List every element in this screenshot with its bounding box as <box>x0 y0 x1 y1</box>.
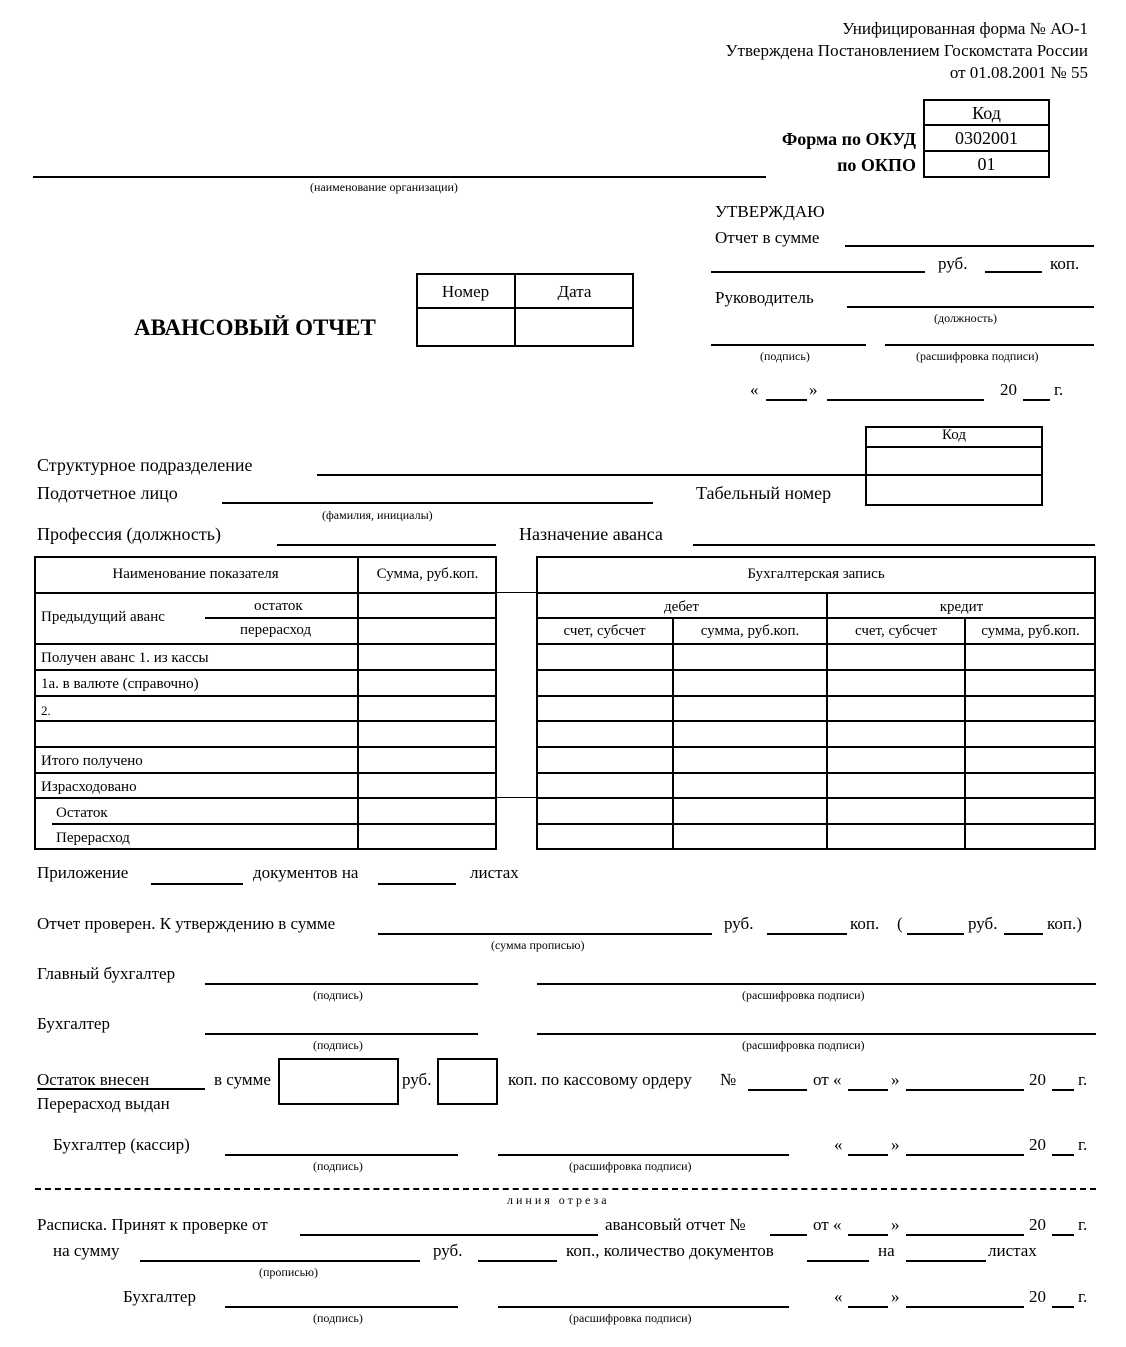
acc-cashier-label: Бухгалтер (кассир) <box>53 1135 190 1154</box>
approve-day-line[interactable] <box>766 399 807 401</box>
table-row: Перерасход <box>56 830 130 846</box>
head-label: Руководитель <box>715 288 814 307</box>
checked-kop2: коп.) <box>1047 914 1082 933</box>
sum-words-caption: (сумма прописью) <box>491 938 585 952</box>
cashier-decode-line[interactable] <box>498 1154 789 1156</box>
table-row: 2. <box>41 703 51 718</box>
chief-sign-line[interactable] <box>205 983 478 985</box>
cashier-month-line[interactable] <box>906 1154 1024 1156</box>
purpose-label: Назначение аванса <box>519 524 663 544</box>
quote-open: « <box>834 1135 843 1154</box>
checked-label: Отчет проверен. К утверждению в сумме <box>37 914 336 933</box>
sign-caption: (подпись) <box>313 1159 363 1173</box>
purpose-line[interactable] <box>693 544 1095 546</box>
receipt-on: на <box>878 1241 895 1260</box>
checked-kop2-line[interactable] <box>1004 933 1043 935</box>
table-row: Итого получено <box>41 753 143 769</box>
receipt-docs-line[interactable] <box>807 1260 869 1262</box>
checked-kop-line[interactable] <box>767 933 847 935</box>
okud-value[interactable]: 0302001 <box>955 128 1018 148</box>
decode-caption: (расшифровка подписи) <box>916 349 1039 363</box>
checked-rub: руб. <box>724 914 754 933</box>
order-g: г. <box>1078 1070 1088 1089</box>
receipt-words-caption: (прописью) <box>259 1265 319 1279</box>
report-sum-line-2[interactable] <box>711 271 925 273</box>
head-position-line[interactable] <box>847 306 1094 308</box>
checked-sum-line[interactable] <box>378 933 712 935</box>
docs-on-label: документов на <box>253 863 359 882</box>
decode-caption: (расшифровка подписи) <box>569 1159 692 1173</box>
receipt-year-line[interactable] <box>1052 1234 1074 1236</box>
tab-code-header: Код <box>942 427 966 443</box>
head-sign-line[interactable] <box>711 344 866 346</box>
debit-amount-header: сумма, руб.коп. <box>700 623 800 639</box>
sign-caption: (подпись) <box>313 1038 363 1052</box>
quote-close: » <box>809 380 818 399</box>
accountant-label: Бухгалтер <box>37 1014 110 1033</box>
receipt-sheets: листах <box>988 1241 1037 1260</box>
chief-acc-label: Главный бухгалтер <box>37 964 176 983</box>
credit-header: кредит <box>939 599 984 615</box>
prev-advance-label: Предыдущий аванс <box>41 609 165 625</box>
receipt-sheets-line[interactable] <box>906 1260 986 1262</box>
order-no-label: № <box>720 1070 737 1089</box>
decode-caption: (расшифровка подписи) <box>742 1038 865 1052</box>
kop-order-label: коп. по кассовому ордеру <box>508 1070 692 1089</box>
receipt-kop-line[interactable] <box>478 1260 557 1262</box>
rub-label: руб. <box>938 254 968 273</box>
person-caption: (фамилия, инициалы) <box>322 508 433 522</box>
position-caption: (должность) <box>934 311 997 325</box>
receipt-rub: руб. <box>433 1241 463 1260</box>
debit-header: дебет <box>664 599 699 615</box>
acc-decode-line[interactable] <box>537 1033 1096 1035</box>
appendix-label: Приложение <box>37 863 129 882</box>
checked-rub2: руб. <box>968 914 998 933</box>
cashier-sign-line[interactable] <box>225 1154 458 1156</box>
head-decode-line[interactable] <box>885 344 1094 346</box>
receipt-close-q: » <box>891 1215 900 1234</box>
approve-title: УТВЕРЖДАЮ <box>715 202 825 221</box>
debit-account-header: счет, субсчет <box>563 623 646 639</box>
acc-sign-line[interactable] <box>205 1033 478 1035</box>
form-id-line: Унифицированная форма № АО-1 <box>842 19 1088 38</box>
rest-in-label: Остаток внесен <box>37 1070 150 1089</box>
paren-open: ( <box>897 914 903 933</box>
in-sum-label: в сумме <box>214 1070 271 1089</box>
receipt-for-sum: на сумму <box>53 1241 120 1260</box>
cut-line <box>35 1188 1096 1190</box>
receipt-accepted: Расписка. Принят к проверке от <box>37 1215 268 1234</box>
receipt-decode-line[interactable] <box>498 1306 789 1308</box>
quote-close: » <box>891 1287 900 1306</box>
report-number-cell[interactable] <box>418 309 513 345</box>
receipt-month-line[interactable] <box>906 1234 1024 1236</box>
checked-rub2-line[interactable] <box>907 933 964 935</box>
quote-open: « <box>750 380 759 399</box>
cashier-year-line[interactable] <box>1052 1154 1074 1156</box>
order-year-line[interactable] <box>1052 1089 1074 1091</box>
receipt-sign-month-line[interactable] <box>906 1306 1024 1308</box>
kop-label: коп. <box>1050 254 1080 273</box>
order-no-line[interactable] <box>748 1089 807 1091</box>
receipt-accountant: Бухгалтер <box>123 1287 196 1306</box>
year-suffix: г. <box>1078 1135 1088 1154</box>
rest-rub-label: руб. <box>402 1070 432 1089</box>
col-name-header: Наименование показателя <box>112 566 279 582</box>
decode-caption: (расшифровка подписи) <box>742 988 865 1002</box>
dept-label: Структурное подразделение <box>37 455 253 475</box>
report-sum-label: Отчет в сумме <box>715 228 820 247</box>
approval-line: Утверждена Постановлением Госкомстата России <box>725 41 1088 60</box>
chief-decode-line[interactable] <box>537 983 1096 985</box>
order-close-q: » <box>891 1070 900 1089</box>
cut-line-label: линия отреза <box>507 1193 610 1207</box>
org-name-line[interactable] <box>33 176 766 178</box>
receipt-g: г. <box>1078 1215 1088 1234</box>
dept-line[interactable] <box>317 474 865 476</box>
table-row: 1а. в валюте (справочно) <box>41 676 199 692</box>
receipt-day-line[interactable] <box>848 1234 888 1236</box>
receipt-no-line[interactable] <box>770 1234 807 1236</box>
order-year: 20 <box>1029 1070 1046 1089</box>
code-header: Код <box>972 103 1001 123</box>
receipt-kop-docs: коп., количество документов <box>566 1241 774 1260</box>
sign-caption: (подпись) <box>760 349 810 363</box>
kop-line[interactable] <box>985 271 1042 273</box>
order-month-line[interactable] <box>906 1089 1024 1091</box>
receipt-sign-line[interactable] <box>225 1306 458 1308</box>
rest-kop-box[interactable] <box>437 1058 498 1105</box>
rest-rub-box[interactable] <box>278 1058 399 1105</box>
sheets-count-line[interactable] <box>378 883 456 885</box>
credit-account-header: счет, субсчет <box>855 623 937 639</box>
prev-ostatok-label: остаток <box>254 598 303 614</box>
report-date-cell[interactable] <box>516 309 632 345</box>
table-row: Израсходовано <box>41 779 137 795</box>
okpo-label: по ОКПО <box>837 155 916 175</box>
credit-amount-header: сумма, руб.коп. <box>981 623 1080 639</box>
receipt-from: от « <box>813 1215 842 1234</box>
table-row: Получен аванс 1. из кассы <box>41 650 209 666</box>
receipt-sign-year-line[interactable] <box>1052 1306 1074 1308</box>
year-suffix: г. <box>1078 1287 1088 1306</box>
quote-open: « <box>834 1287 843 1306</box>
approve-month-line[interactable] <box>827 399 984 401</box>
tab-number-label: Табельный номер <box>696 483 832 503</box>
date-header: Дата <box>557 282 592 301</box>
year-label: 20 <box>1000 380 1017 399</box>
col-sum-header: Сумма, руб.коп. <box>376 566 479 582</box>
tab-number-cell[interactable] <box>867 476 1041 504</box>
org-name-caption: (наименование организации) <box>310 180 458 194</box>
table-row: Остаток <box>56 805 108 821</box>
cashier-day-line[interactable] <box>848 1154 888 1156</box>
person-label: Подотчетное лицо <box>37 483 178 503</box>
order-day-line[interactable] <box>848 1089 888 1091</box>
sign-caption: (подпись) <box>313 988 363 1002</box>
year-label: 20 <box>1029 1135 1046 1154</box>
appendix-count-line[interactable] <box>151 883 243 885</box>
sign-caption: (подпись) <box>313 1311 363 1325</box>
receipt-sign-day-line[interactable] <box>848 1306 888 1308</box>
year-label: 20 <box>1029 1287 1046 1306</box>
order-from-label: от « <box>813 1070 842 1089</box>
checked-kop: коп. <box>850 914 880 933</box>
receipt-year: 20 <box>1029 1215 1046 1234</box>
page-title: АВАНСОВЫЙ ОТЧЕТ <box>134 315 376 340</box>
receipt-sum-line[interactable] <box>140 1260 420 1262</box>
year-suffix: г. <box>1054 380 1064 399</box>
decode-caption: (расшифровка подписи) <box>569 1311 692 1325</box>
profession-label: Профессия (должность) <box>37 524 221 544</box>
okud-label: Форма по ОКУД <box>781 129 916 149</box>
receipt-report-no: авансовый отчет № <box>605 1215 746 1234</box>
accounting-title: Бухгалтерская запись <box>747 566 885 582</box>
report-sum-line[interactable] <box>845 245 1094 247</box>
number-header: Номер <box>441 282 490 301</box>
receipt-from-line[interactable] <box>300 1234 598 1236</box>
sheets-label: листах <box>470 863 519 882</box>
profession-line[interactable] <box>277 544 496 546</box>
quote-close: » <box>891 1135 900 1154</box>
okpo-value[interactable]: 01 <box>977 154 996 174</box>
prev-pererashod-label: перерасход <box>240 622 312 638</box>
person-line[interactable] <box>222 502 653 504</box>
approve-year-line[interactable] <box>1023 399 1050 401</box>
over-out-label: Перерасход выдан <box>37 1094 170 1113</box>
approval-date-line: от 01.08.2001 № 55 <box>949 63 1088 82</box>
